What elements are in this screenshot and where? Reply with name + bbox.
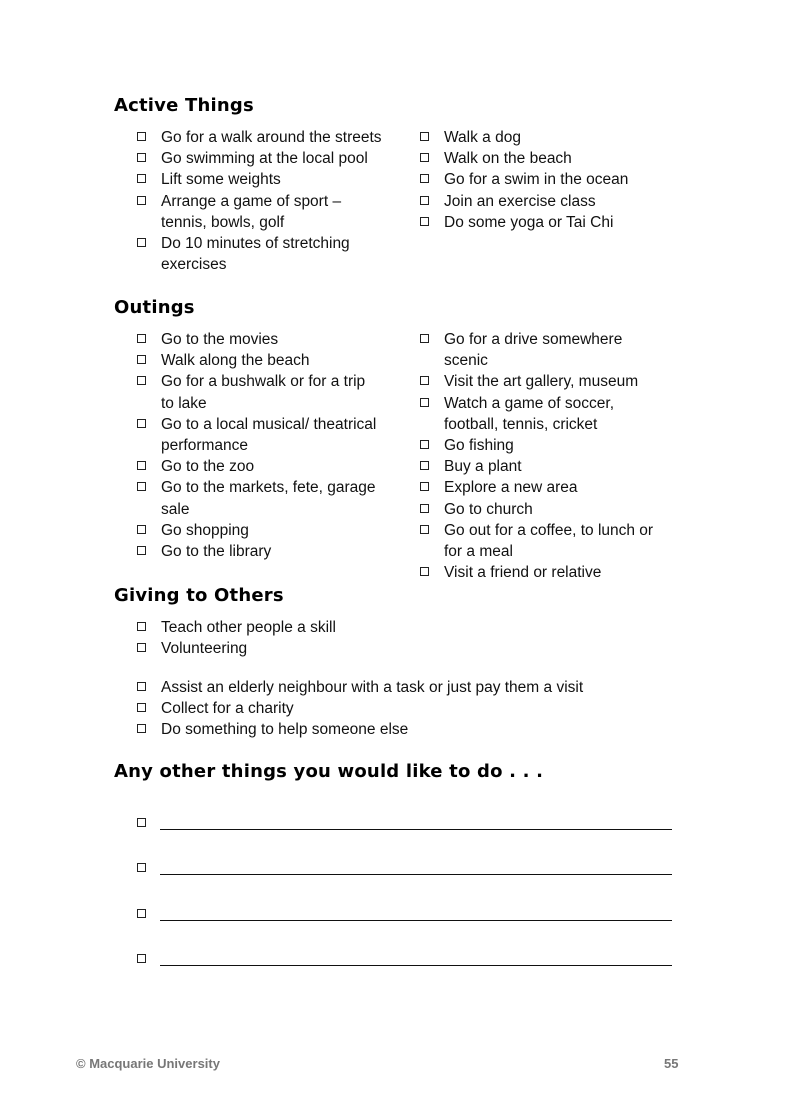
checkbox[interactable] (420, 376, 429, 385)
checklist-item-label: Go to the zoo (161, 458, 255, 476)
checkbox[interactable] (137, 818, 146, 827)
checklist-item[interactable] (137, 350, 407, 371)
checklist-item-label: Watch a game of soccer, football, tennis, cricket (444, 394, 615, 433)
checklist-item-label: Go for a swim in the ocean (444, 171, 629, 189)
checklist-item-label: Do something to help someone else (161, 721, 409, 739)
checklist-item-label: Join an exercise class (444, 192, 596, 210)
checkbox[interactable] (137, 461, 146, 470)
checkbox[interactable] (137, 622, 146, 631)
checkbox[interactable] (137, 482, 146, 491)
checklist-item[interactable] (137, 233, 407, 275)
checklist-item-label: Go to a local musical/ theatrical performance (161, 415, 377, 455)
checklist-item[interactable] (137, 719, 697, 740)
checklist-item-label: Go to church (444, 500, 533, 518)
outings-left-list (137, 329, 407, 562)
checklist-item[interactable] (137, 677, 697, 698)
outings-right-list (420, 329, 680, 583)
checklist-item-label: Go shopping (161, 521, 249, 539)
blank-entry-row[interactable] (137, 907, 677, 921)
checklist-item[interactable] (420, 148, 680, 169)
checkbox[interactable] (137, 643, 146, 652)
checklist-item-label: Go for a walk around the streets (161, 129, 382, 146)
checkbox[interactable] (420, 196, 429, 205)
checklist-item-label: Visit a friend or relative (444, 564, 602, 582)
checklist-item-label: Do 10 minutes of stretching exercises (161, 235, 350, 274)
checklist-item[interactable] (420, 191, 680, 212)
blank-entry-row[interactable] (137, 816, 677, 830)
active-things-right-list (420, 127, 680, 233)
checklist-item-label: Volunteering (161, 640, 248, 658)
checklist-item-label: Walk a dog (444, 129, 521, 146)
checklist-item[interactable] (137, 191, 407, 233)
checkbox[interactable] (137, 334, 146, 343)
checklist-item[interactable] (420, 329, 680, 371)
checklist-item[interactable] (420, 562, 680, 583)
checkbox[interactable] (420, 461, 429, 470)
checklist-item-label: Go swimming at the local pool (161, 150, 368, 168)
checklist-item-label: Go for a bushwalk or for a trip to lake (161, 373, 366, 412)
write-in-line[interactable] (160, 920, 672, 921)
checkbox[interactable] (137, 525, 146, 534)
checklist-item-label: Teach other people a skill (161, 619, 336, 636)
checklist-item[interactable] (137, 477, 407, 519)
write-in-line[interactable] (160, 874, 672, 875)
checklist-item[interactable] (420, 371, 680, 392)
checklist-item[interactable] (137, 127, 407, 148)
checkbox[interactable] (137, 954, 146, 963)
checklist-item[interactable] (137, 169, 407, 190)
checklist-item[interactable] (137, 148, 407, 169)
checkbox[interactable] (137, 863, 146, 872)
checklist-item[interactable] (137, 617, 697, 638)
checkbox[interactable] (137, 419, 146, 428)
checklist-item[interactable] (420, 127, 680, 148)
checkbox[interactable] (420, 174, 429, 183)
checklist-item[interactable] (420, 435, 680, 456)
checklist-item[interactable] (420, 520, 680, 562)
checkbox[interactable] (137, 196, 146, 205)
checklist-item[interactable] (420, 456, 680, 477)
checkbox[interactable] (137, 682, 146, 691)
section-title-other-things: Any other things you would like to do . . . (114, 761, 544, 782)
giving-list-1 (137, 617, 697, 659)
checklist-item[interactable] (420, 212, 680, 233)
checklist-item[interactable] (137, 456, 407, 477)
checklist-item-label: Walk on the beach (444, 150, 572, 168)
checklist-item-label: Visit the art gallery, museum (444, 373, 639, 391)
checkbox[interactable] (420, 217, 429, 226)
checklist-item-label: Go fishing (444, 437, 514, 455)
checklist-item-label: Go to the markets, fete, garage sale (161, 479, 376, 518)
checkbox[interactable] (420, 504, 429, 513)
checkbox[interactable] (137, 703, 146, 712)
checklist-item[interactable] (420, 499, 680, 520)
checklist-item[interactable] (137, 371, 407, 413)
checklist-item-label: Collect for a charity (161, 700, 294, 718)
checkbox[interactable] (420, 482, 429, 491)
checkbox[interactable] (420, 398, 429, 407)
checklist-item[interactable] (420, 477, 680, 498)
checklist-item[interactable] (137, 520, 407, 541)
checklist-item[interactable] (137, 698, 697, 719)
checklist-item-label: Go to the movies (161, 331, 279, 348)
checklist-item-label: Assist an elderly neighbour with a task or just pay them a visit (161, 679, 584, 696)
checklist-item[interactable] (137, 638, 697, 659)
checklist-item-label: Do some yoga or Tai Chi (444, 213, 614, 231)
checklist-item-label: Arrange a game of sport – tennis, bowls, golf (161, 192, 342, 231)
checklist-item[interactable] (137, 414, 407, 456)
checkbox[interactable] (420, 567, 429, 576)
checklist-item-label: Go to the library (161, 543, 272, 561)
checklist-item-label: Go out for a coffee, to lunch or for a meal (444, 521, 654, 561)
checkbox[interactable] (420, 153, 429, 162)
checkbox[interactable] (420, 334, 429, 343)
checklist-item-label: Explore a new area (444, 479, 578, 497)
blank-entry-row[interactable] (137, 952, 677, 966)
checkbox[interactable] (137, 546, 146, 555)
checkbox[interactable] (137, 355, 146, 364)
blank-entry-row[interactable] (137, 861, 677, 875)
checklist-item[interactable] (137, 329, 407, 350)
checkbox[interactable] (420, 132, 429, 141)
checkbox[interactable] (137, 153, 146, 162)
checklist-item-label: Go for a drive somewhere scenic (444, 331, 623, 370)
checklist-item-label: Buy a plant (444, 458, 522, 476)
checkbox[interactable] (137, 174, 146, 183)
checklist-item[interactable] (420, 393, 680, 435)
checkbox[interactable] (137, 238, 146, 247)
checklist-item[interactable] (137, 541, 407, 562)
checkbox[interactable] (137, 909, 146, 918)
section-title-active-things: Active Things (114, 95, 254, 116)
active-things-left-list (137, 127, 407, 275)
giving-list-2 (137, 677, 697, 741)
checklist-item-label: Walk along the beach (161, 352, 310, 370)
checkbox[interactable] (137, 132, 146, 141)
footer-page-number: 55 (664, 1056, 679, 1071)
checklist-item-label: Lift some weights (161, 171, 281, 189)
write-in-line[interactable] (160, 965, 672, 966)
section-title-giving-to-others: Giving to Others (114, 585, 284, 606)
checkbox[interactable] (420, 440, 429, 449)
checklist-item[interactable] (420, 169, 680, 190)
checkbox[interactable] (137, 376, 146, 385)
checkbox[interactable] (137, 724, 146, 733)
write-in-line[interactable] (160, 829, 672, 830)
footer-copyright: © Macquarie University (76, 1056, 220, 1071)
checkbox[interactable] (420, 525, 429, 534)
section-title-outings: Outings (114, 297, 195, 318)
